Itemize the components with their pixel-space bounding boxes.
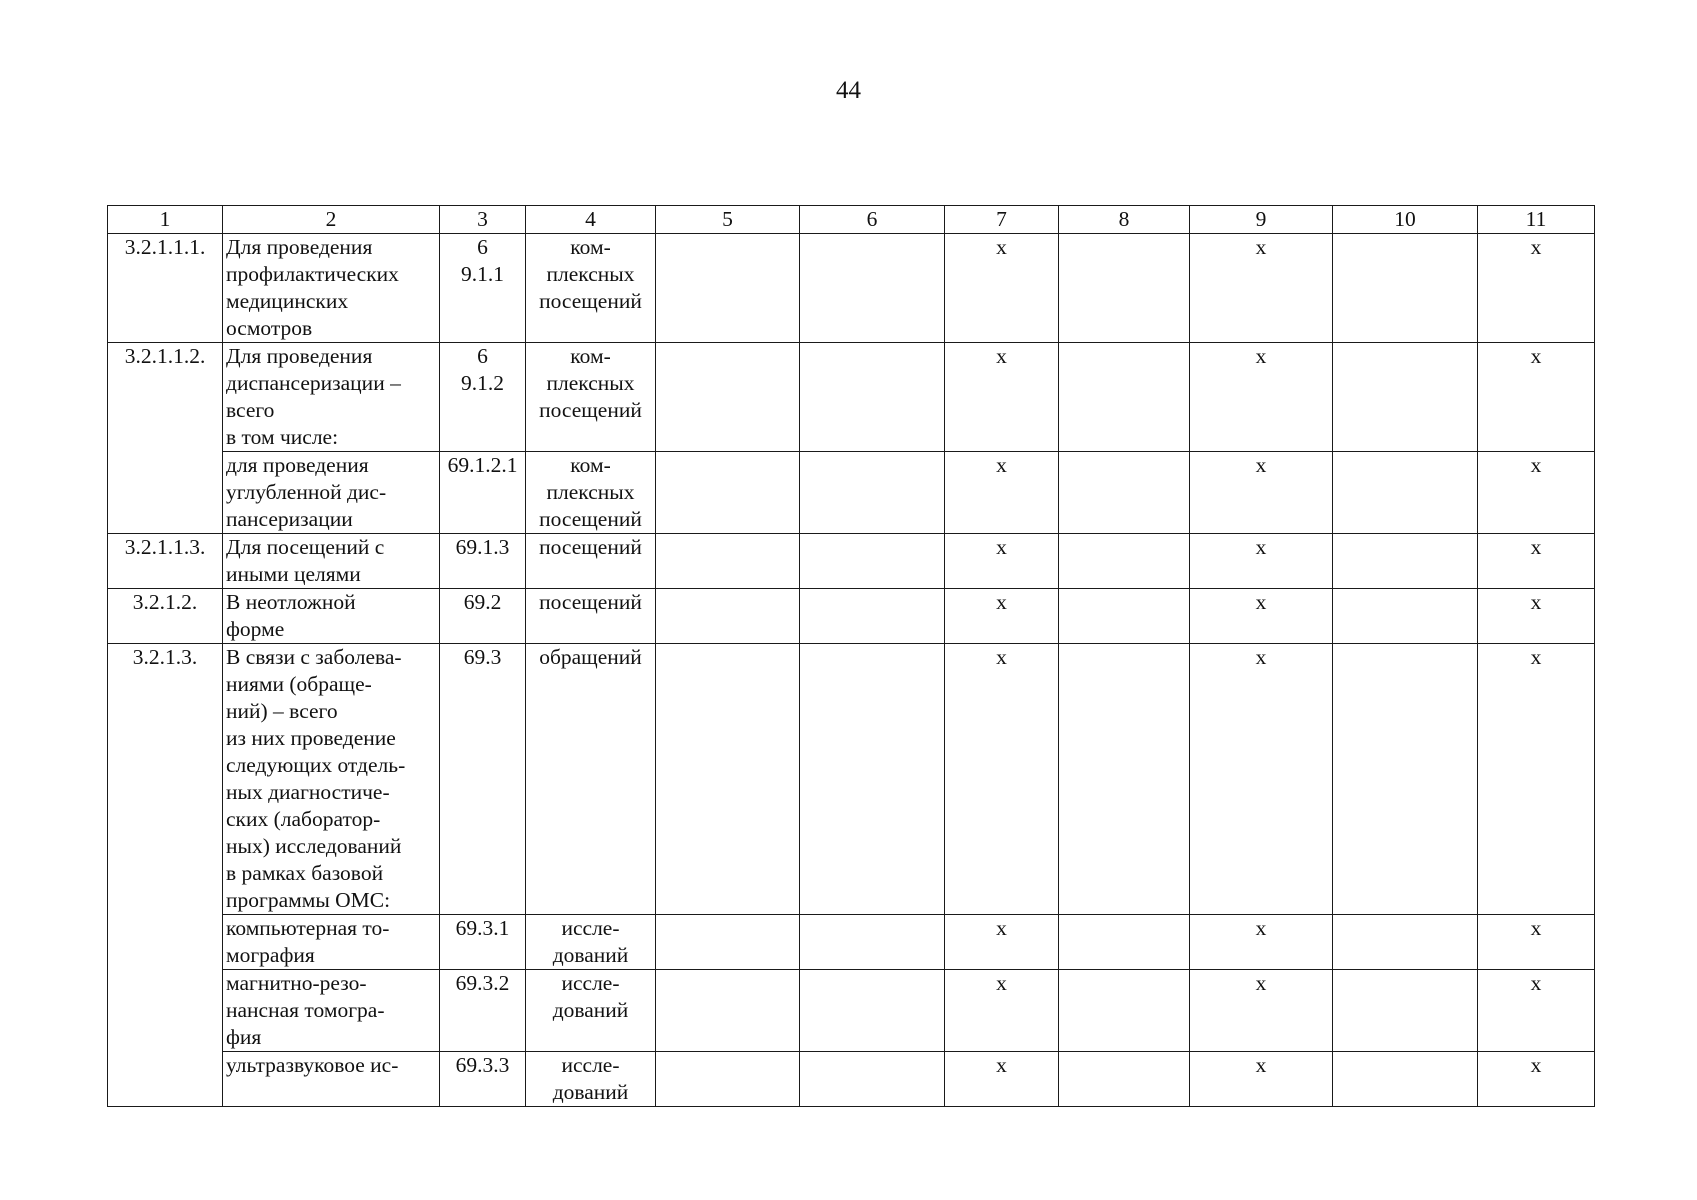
mark-cell: x	[1478, 970, 1595, 1052]
table-row	[108, 644, 1595, 915]
mark-cell: x	[945, 915, 1059, 970]
header-cell: 11	[1478, 206, 1595, 234]
empty-cell	[800, 534, 945, 589]
empty-cell	[800, 915, 945, 970]
row-code: 69.3	[440, 644, 526, 915]
empty-cell	[800, 589, 945, 644]
mark-cell: x	[945, 589, 1059, 644]
table-row	[108, 970, 1595, 1052]
page-number: 44	[836, 77, 861, 104]
empty-cell	[800, 234, 945, 343]
empty-cell	[1059, 534, 1190, 589]
header-cell: 1	[108, 206, 223, 234]
row-unit: посещений	[526, 589, 656, 644]
empty-cell	[1059, 452, 1190, 534]
row-code: 69.3.1	[440, 915, 526, 970]
mark-cell: x	[1190, 234, 1333, 343]
row-name: магнитно-резо- нансная томогра- фия	[223, 970, 440, 1052]
mark-cell: x	[1478, 343, 1595, 452]
mark-cell: x	[1190, 644, 1333, 915]
row-unit: ком- плексных посещений	[526, 234, 656, 343]
table-row	[108, 534, 1595, 589]
row-unit: ком- плексных посещений	[526, 343, 656, 452]
empty-cell	[656, 343, 800, 452]
mark-cell: x	[1478, 644, 1595, 915]
row-name: Для проведения профилактических медицинских осмотров	[223, 234, 440, 343]
mark-cell: x	[1190, 589, 1333, 644]
row-code: 69.1.2.1	[440, 452, 526, 534]
empty-cell	[800, 452, 945, 534]
mark-cell: x	[945, 343, 1059, 452]
empty-cell	[656, 234, 800, 343]
mark-cell: x	[1190, 1052, 1333, 1107]
mark-cell: x	[945, 452, 1059, 534]
table-row	[108, 234, 1595, 343]
row-id: 3.2.1.2.	[108, 589, 223, 644]
empty-cell	[1333, 644, 1478, 915]
row-name: В неотложной форме	[223, 589, 440, 644]
mark-cell: x	[1190, 970, 1333, 1052]
header-cell: 6	[800, 206, 945, 234]
data-table	[107, 205, 1595, 1107]
row-id: 3.2.1.1.3.	[108, 534, 223, 589]
table-row	[108, 589, 1595, 644]
header-row	[108, 206, 1595, 234]
row-unit: иссле- дований	[526, 1052, 656, 1107]
table-row	[108, 915, 1595, 970]
empty-cell	[656, 970, 800, 1052]
row-id: 3.2.1.3.	[108, 644, 223, 1107]
mark-cell: x	[1478, 452, 1595, 534]
empty-cell	[1059, 644, 1190, 915]
row-unit: иссле- дований	[526, 970, 656, 1052]
mark-cell: x	[1190, 534, 1333, 589]
row-code: 69.1.3	[440, 534, 526, 589]
row-name: В связи с заболева- ниями (обраще- ний) – всего из них проведение следующих отдель- ных диагностиче- ских (лаборатор- ных) исследований в рамках базовой программы ОМС:	[223, 644, 440, 915]
table-row	[108, 1052, 1595, 1107]
row-code: 69.3.3	[440, 1052, 526, 1107]
header-cell: 3	[440, 206, 526, 234]
row-unit: посещений	[526, 534, 656, 589]
mark-cell: x	[1478, 915, 1595, 970]
row-unit: ком- плексных посещений	[526, 452, 656, 534]
mark-cell: x	[1478, 234, 1595, 343]
empty-cell	[1333, 343, 1478, 452]
empty-cell	[1059, 343, 1190, 452]
empty-cell	[656, 452, 800, 534]
mark-cell: x	[1190, 915, 1333, 970]
header-cell: 10	[1333, 206, 1478, 234]
header-cell: 5	[656, 206, 800, 234]
row-name: для проведения углубленной дис- пансеризации	[223, 452, 440, 534]
header-cell: 7	[945, 206, 1059, 234]
empty-cell	[1059, 915, 1190, 970]
row-code: 6 9.1.2	[440, 343, 526, 452]
empty-cell	[1333, 1052, 1478, 1107]
empty-cell	[1059, 589, 1190, 644]
mark-cell: x	[945, 534, 1059, 589]
row-id: 3.2.1.1.2.	[108, 343, 223, 534]
header-cell: 4	[526, 206, 656, 234]
empty-cell	[656, 589, 800, 644]
empty-cell	[656, 644, 800, 915]
row-name: ультразвуковое ис-	[223, 1052, 440, 1107]
empty-cell	[1333, 589, 1478, 644]
empty-cell	[800, 343, 945, 452]
row-code: 69.3.2	[440, 970, 526, 1052]
empty-cell	[1333, 234, 1478, 343]
empty-cell	[1333, 452, 1478, 534]
empty-cell	[1333, 534, 1478, 589]
mark-cell: x	[1478, 589, 1595, 644]
mark-cell: x	[945, 970, 1059, 1052]
mark-cell: x	[1190, 343, 1333, 452]
empty-cell	[1059, 234, 1190, 343]
mark-cell: x	[1478, 1052, 1595, 1107]
row-unit: обращений	[526, 644, 656, 915]
empty-cell	[656, 1052, 800, 1107]
row-code: 6 9.1.1	[440, 234, 526, 343]
row-name: Для проведения диспансеризации – всего в том числе:	[223, 343, 440, 452]
row-id: 3.2.1.1.1.	[108, 234, 223, 343]
header-cell: 9	[1190, 206, 1333, 234]
row-unit: иссле- дований	[526, 915, 656, 970]
empty-cell	[1333, 970, 1478, 1052]
mark-cell: x	[1478, 534, 1595, 589]
mark-cell: x	[1190, 452, 1333, 534]
header-cell: 8	[1059, 206, 1190, 234]
table-row	[108, 452, 1595, 534]
empty-cell	[1333, 915, 1478, 970]
empty-cell	[800, 1052, 945, 1107]
empty-cell	[800, 644, 945, 915]
empty-cell	[1059, 1052, 1190, 1107]
mark-cell: x	[945, 234, 1059, 343]
mark-cell: x	[945, 1052, 1059, 1107]
mark-cell: x	[945, 644, 1059, 915]
row-code: 69.2	[440, 589, 526, 644]
empty-cell	[1059, 970, 1190, 1052]
empty-cell	[800, 970, 945, 1052]
empty-cell	[656, 534, 800, 589]
table-row	[108, 343, 1595, 452]
row-name: компьютерная то- мография	[223, 915, 440, 970]
empty-cell	[656, 915, 800, 970]
header-cell: 2	[223, 206, 440, 234]
row-name: Для посещений с иными целями	[223, 534, 440, 589]
